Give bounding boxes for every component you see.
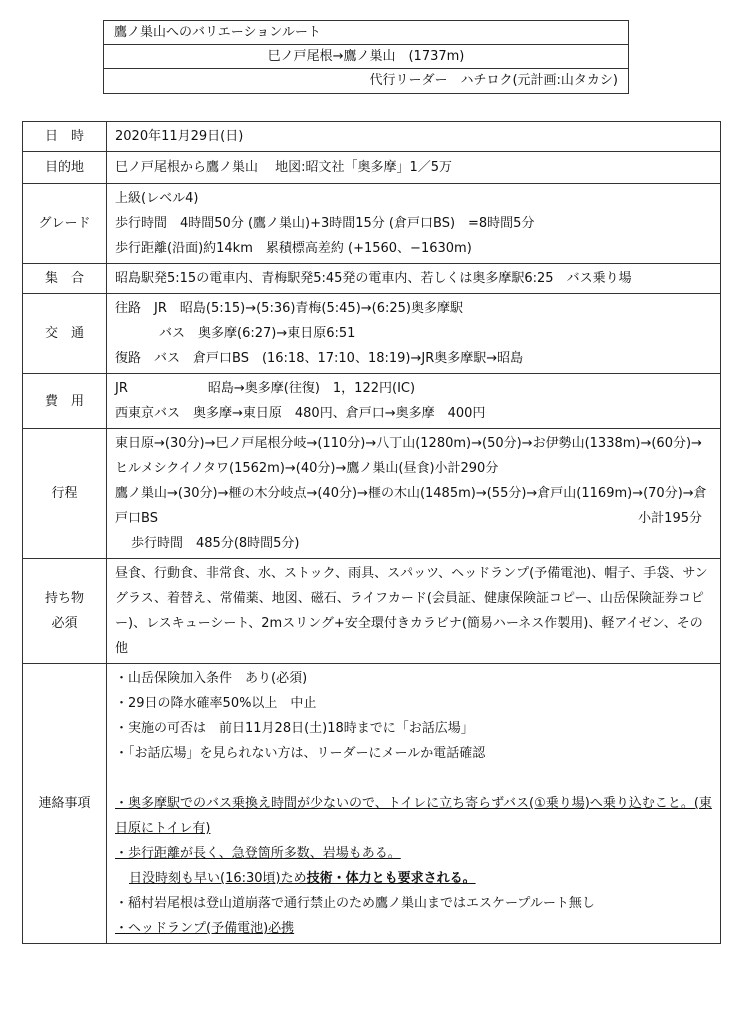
leader-line: 代行リーダー ハチロク(元計画:山タカシ) [369,73,618,88]
note-item: ・29日の降水確率50%以上 中止 [115,696,317,711]
row-label [23,559,107,664]
grade-level: 上級(レベル4) [115,191,199,206]
itinerary-total: 歩行時間 485分(8時間5分) [131,536,300,551]
row-label: 目的地 [23,152,107,184]
spacer [115,766,712,791]
gear-text: 昼食、行動食、非常食、水、ストック、雨具、スパッツ、ヘッドランプ(予備電池)、帽子、手袋、サングラス、着替え、常備薬、地図、磁石、ライフカード(会員証、健康保険証コピー、山岳保険証券コピー)、レスキューシート、2mスリング+安全環付きカラビナ(簡易ハーネス作製用)、軽アイゼン、その他 [115,566,708,656]
note-item: ・「お話広場」を見られない方は、リーダーにメールか電話確認 [115,746,486,761]
note-sunset-bold: 技術・体力とも要求される。 [306,871,476,886]
grade-time: 歩行時間 4時間50分 (鷹ノ巣山)+3時間15分 (倉戸口BS) =8時間5分 [115,216,535,231]
row-cost [23,374,721,429]
itinerary-subtotal: 小計195分 [638,511,702,526]
note-sunset-text: 日没時刻も早い(16:30頃)ため [129,871,307,886]
row-itinerary [23,429,721,559]
row-destination [23,152,721,184]
cost-jr-fare: 昭島→奥多摩(往復) 1，122円(IC) [207,381,416,396]
plan-table [22,121,721,944]
note-closure: ・稲村岩尾根は登山道崩落で通行禁止のため鷹ノ巣山まではエスケープルート無し [115,896,595,911]
note-sunset [115,866,712,891]
row-label: 日 時 [23,122,107,152]
transport-value [107,294,721,374]
date-value: 2020年11月29日(日) [107,122,721,152]
gear-label-required: 必須 [51,616,78,631]
meeting-value [107,264,721,294]
itinerary-part2 [115,481,712,531]
row-gear [23,559,721,664]
transport-outbound: 往路 JR 昭島(5:15)→(5:36)青梅(5:45)→(6:25)奥多摩駅 [115,301,463,316]
row-label: 交 通 [23,294,107,374]
notes-value [107,664,721,944]
row-label: 連絡事項 [23,664,107,944]
row-meeting [23,264,721,294]
title-box [103,20,629,94]
transport-return: 復路 バス 倉戸口BS (16:18、17:10、18:19)→JR奥多摩駅→昭島 [115,351,524,366]
row-notes [23,664,721,944]
row-label: 行程 [23,429,107,559]
row-date [23,122,721,152]
itinerary-part2-text: 鷹ノ巣山→(30分)→榧の木分岐点→(40分)→榧の木山(1485m)→(55分)→倉戸山(1169m)→(70分)→倉戸口BS [115,486,707,526]
grade-distance: 歩行距離(沿面)約14km 累積標高差約 (+1560、−1630m) [115,241,472,256]
itinerary-part1: 東日原→(30分)→巳ノ戸尾根分岐→(110分)→八丁山(1280m)→(50分)→お伊勢山(1338m)→(60分)→ヒルメシクイノタワ(1562m)→(40分)→鷹ノ巣山(昼食)小計290分 [115,436,702,476]
cost-jr-label: JR [115,381,128,396]
cost-jr [115,376,712,401]
row-transport [23,294,721,374]
row-label: 費 用 [23,374,107,429]
row-label: グレード [23,184,107,264]
note-long-walk: ・歩行距離が長く、急登箇所多数、岩場もある。 [115,846,401,861]
destination-value: 巳ノ戸尾根から鷹ノ巣山 地図:昭文社「奥多摩」1／5万 [107,152,721,184]
note-bus-transfer: ・奥多摩駅でのバス乗換え時間が少ないので、トイレに立ち寄らずバス(①乗り場)へ乗り込むこと。(東日原にトイレ有) [115,796,712,836]
cost-value [107,374,721,429]
grade-value [107,184,721,264]
gear-value [107,559,721,664]
note-item: ・山岳保険加入条件 あり(必須) [115,671,308,686]
note-item: ・実施の可否は 前日11月28日(土)18時までに「お話広場」 [115,721,474,736]
row-grade [23,184,721,264]
row-label: 集 合 [23,264,107,294]
meeting-text: 昭島駅発5:15の電車内、青梅駅発5:45発の電車内、若しくは奥多摩駅6:25 バス乗り場 [115,271,632,286]
itinerary-value [107,429,721,559]
title-line: 鷹ノ巣山へのバリエーションルート [104,21,628,45]
route-line: 巳ノ戸尾根→鷹ノ巣山 (1737m) [104,45,628,69]
transport-bus: バス 奥多摩(6:27)→東日原6:51 [159,326,356,341]
cost-bus: 西東京バス 奥多摩→東日原 480円、倉戸口→奥多摩 400円 [115,406,486,421]
note-headlamp: ・ヘッドランプ(予備電池)必携 [115,921,295,936]
gear-label: 持ち物 [44,591,84,606]
